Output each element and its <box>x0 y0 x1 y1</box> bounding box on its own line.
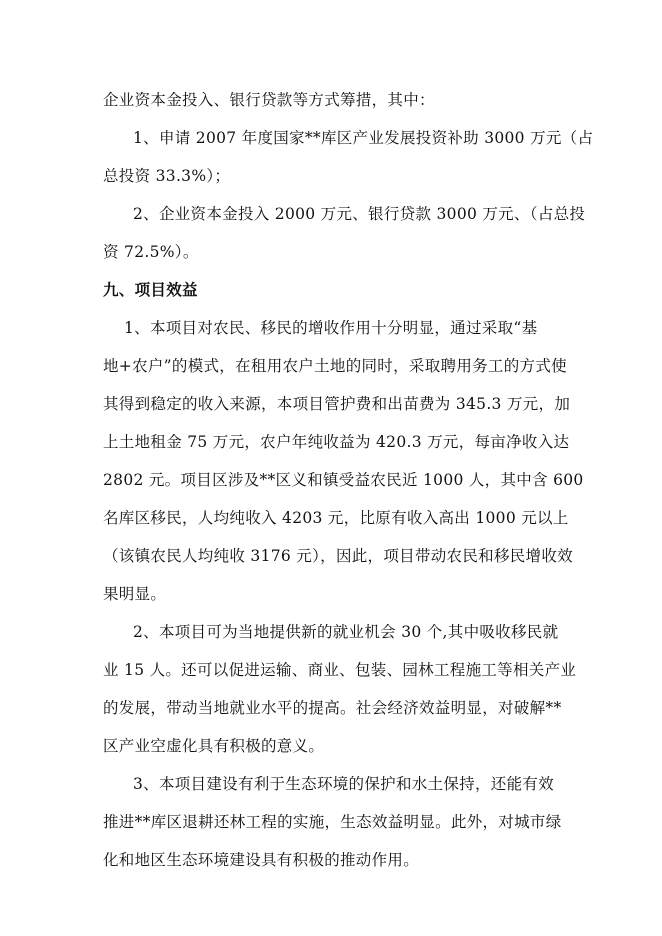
benefit-3-line-1: 3、本项目建设有利于生态环境的保护和水土保持，还能有效 <box>133 775 554 793</box>
funding-item-2-line-2: 资 72.5%）。 <box>103 243 199 261</box>
benefit-1-line-6: 名库区移民，人均纯收入 4203 元，比原有收入高出 1000 元以上 <box>103 509 569 527</box>
benefit-1-line-5: 2802 元。项目区涉及**区义和镇受益农民近 1000 人，其中含 600 <box>103 471 584 489</box>
benefit-2-line-2: 业 15 人。还可以促进运输、商业、包装、园林工程施工等相关产业 <box>103 661 577 679</box>
benefit-1-line-3: 其得到稳定的收入来源，本项目管护费和出苗费为 345.3 万元，加 <box>103 395 571 413</box>
funding-item-2-line-1: 2、企业资本金投入 2000 万元、银行贷款 3000 万元、（占总投 <box>133 205 586 223</box>
benefit-2-line-1: 2、本项目可为当地提供新的就业机会 30 个,其中吸收移民就 <box>133 623 559 641</box>
funding-item-1-line-1: 1、申请 2007 年度国家**库区产业发展投资补助 3000 万元（占 <box>133 129 594 147</box>
benefit-1-line-8: 果明显。 <box>103 585 167 603</box>
benefit-3-line-3: 化和地区生态环境建设具有积极的推动作用。 <box>103 851 420 869</box>
intro-line: 企业资本金投入、银行贷款等方式筹措，其中： <box>103 91 435 109</box>
benefit-2-line-4: 区产业空虚化具有积极的意义。 <box>103 737 325 755</box>
benefit-1-line-7: （该镇农民人均纯收 3176 元），因此，项目带动农民和移民增收效 <box>103 547 573 565</box>
benefit-1-line-1: 1、本项目对农民、移民的增收作用十分明显，通过采取“基 <box>124 319 538 337</box>
benefit-1-line-4: 上土地租金 75 万元，农户年纯收益为 420.3 万元，每亩净收入达 <box>103 433 570 451</box>
benefit-2-line-3: 的发展，带动当地就业水平的提高。社会经济效益明显，对破解** <box>103 699 562 717</box>
funding-item-1-line-2: 总投资 33.3%）； <box>103 167 231 185</box>
section-heading: 九、项目效益 <box>103 280 198 299</box>
benefit-3-line-2: 推进**库区退耕还林工程的实施，生态效益明显。此外，对城市绿 <box>103 813 562 831</box>
benefit-1-line-2: 地+农户”的模式，在租用农户土地的同时，采取聘用务工的方式使 <box>103 357 567 375</box>
